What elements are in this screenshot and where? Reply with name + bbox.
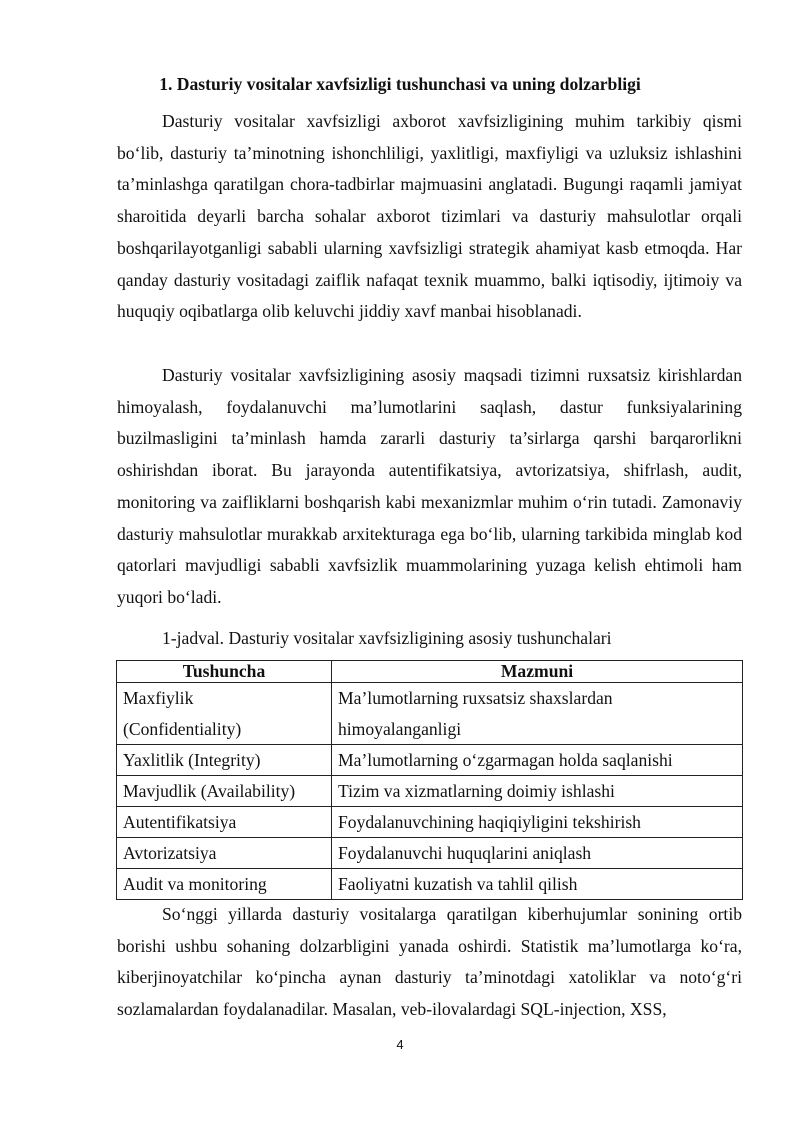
meaning-cell: Faoliyatni kuzatish va tahlil qilish [332,869,743,900]
page-number: 4 [396,1037,404,1052]
term-line: (Confidentiality) [123,718,242,739]
meaning-line: Ma’lumotlarning ruxsatsiz shaxslardan [338,688,613,708]
paragraph-relevance: So‘nggi yillarda dasturiy vositalarga qaratilgan kiberhujumlar sonining ortib borishi ushbu sohaning dolzarbligini yanada oshirdi. Statistik ma’lumotlarga ko‘ra, kiberjinoyatchilar ko‘pincha aynan dasturiy ta’minotdagi xatoliklar va noto‘g‘ri sozlamalardan foydalanadilar. Masalan, veb-ilovalardagi SQL-injection, XSS, [117,904,742,1020]
header-term: Tushuncha [117,661,332,683]
term-cell: Mavjudlik (Availability) [117,776,332,807]
meaning-cell: Ma’lumotlarning o‘zgarmagan holda saqlanishi [332,745,743,776]
term-line: Maxfiylik [123,688,194,708]
meaning-cell: Tizim va xizmatlarning doimiy ishlashi [332,776,743,807]
header-meaning: Mazmuni [332,661,743,683]
term-cell: Autentifikatsiya [117,807,332,838]
table-caption: 1-jadval. Dasturiy vositalar xavfsizligining asosiy tushunchalari [162,628,612,648]
table-row [117,683,743,745]
paragraph-intro: Dasturiy vositalar xavfsizligi axborot xavfsizligining muhim tarkibiy qismi bo‘lib, dasturiy ta’minotning ishonchliligi, yaxlitligi, maxfiyligi va uzluksiz ishlashini ta’minlashga qaratilgan chora-tadbirlar majmuasini anglatadi. Bugungi raqamli jamiyat sharoitida deyarli barcha sohalar axborot tizimlari va dasturiy mahsulotlar orqali boshqarilayotganligi sababli ularning xavfsizligi strategik ahamiyat kasb etmoqda. Har qanday dasturiy vositadagi zaiflik nafaqat texnik muammo, balki iqtisodiy, ijtimoiy va huquqiy oqibatlarga olib keluvchi jiddiy xavf manbai hisoblanadi. [117,111,742,322]
section-heading: 1. Dasturiy vositalar xavfsizligi tushunchasi va uning dolzarbligi [159,74,641,94]
meaning-cell: Foydalanuvchi huquqlarini aniqlash [332,838,743,869]
table-row [117,838,743,869]
meaning-cell: Foydalanuvchining haqiqiyligini tekshirish [332,807,743,838]
table-row [117,776,743,807]
term-cell: Yaxlitlik (Integrity) [117,745,332,776]
meaning-cell [332,683,743,745]
concepts-table [116,660,743,900]
term-cell [117,683,332,745]
table-row [117,869,743,900]
table-row [117,745,743,776]
meaning-line: himoyalanganligi [338,718,462,739]
term-cell: Audit va monitoring [117,869,332,900]
paragraph-goals: Dasturiy vositalar xavfsizligining asosiy maqsadi tizimni ruxsatsiz kirishlardan himoyalash, foydalanuvchi ma’lumotlarini saqlash, dastur funksiyalarining buzilmasligini ta’minlash hamda zararli dasturiy ta’sirlarga qarshi barqarorlikni oshirishdan iborat. Bu jarayonda autentifikatsiya, avtorizatsiya, shifrlash, audit, monitoring va zaifliklarni boshqarish kabi mexanizmlar muhim o‘rin tutadi. Zamonaviy dasturiy mahsulotlar murakkab arxitekturaga ega bo‘lib, ularning tarkibida minglab kod qatorlari mavjudligi sababli xavfsizlik muammolarining yuzaga kelish ehtimoli ham yuqori bo‘ladi. [117,365,742,607]
table-row [117,807,743,838]
table-header-row [117,661,743,683]
term-cell: Avtorizatsiya [117,838,332,869]
